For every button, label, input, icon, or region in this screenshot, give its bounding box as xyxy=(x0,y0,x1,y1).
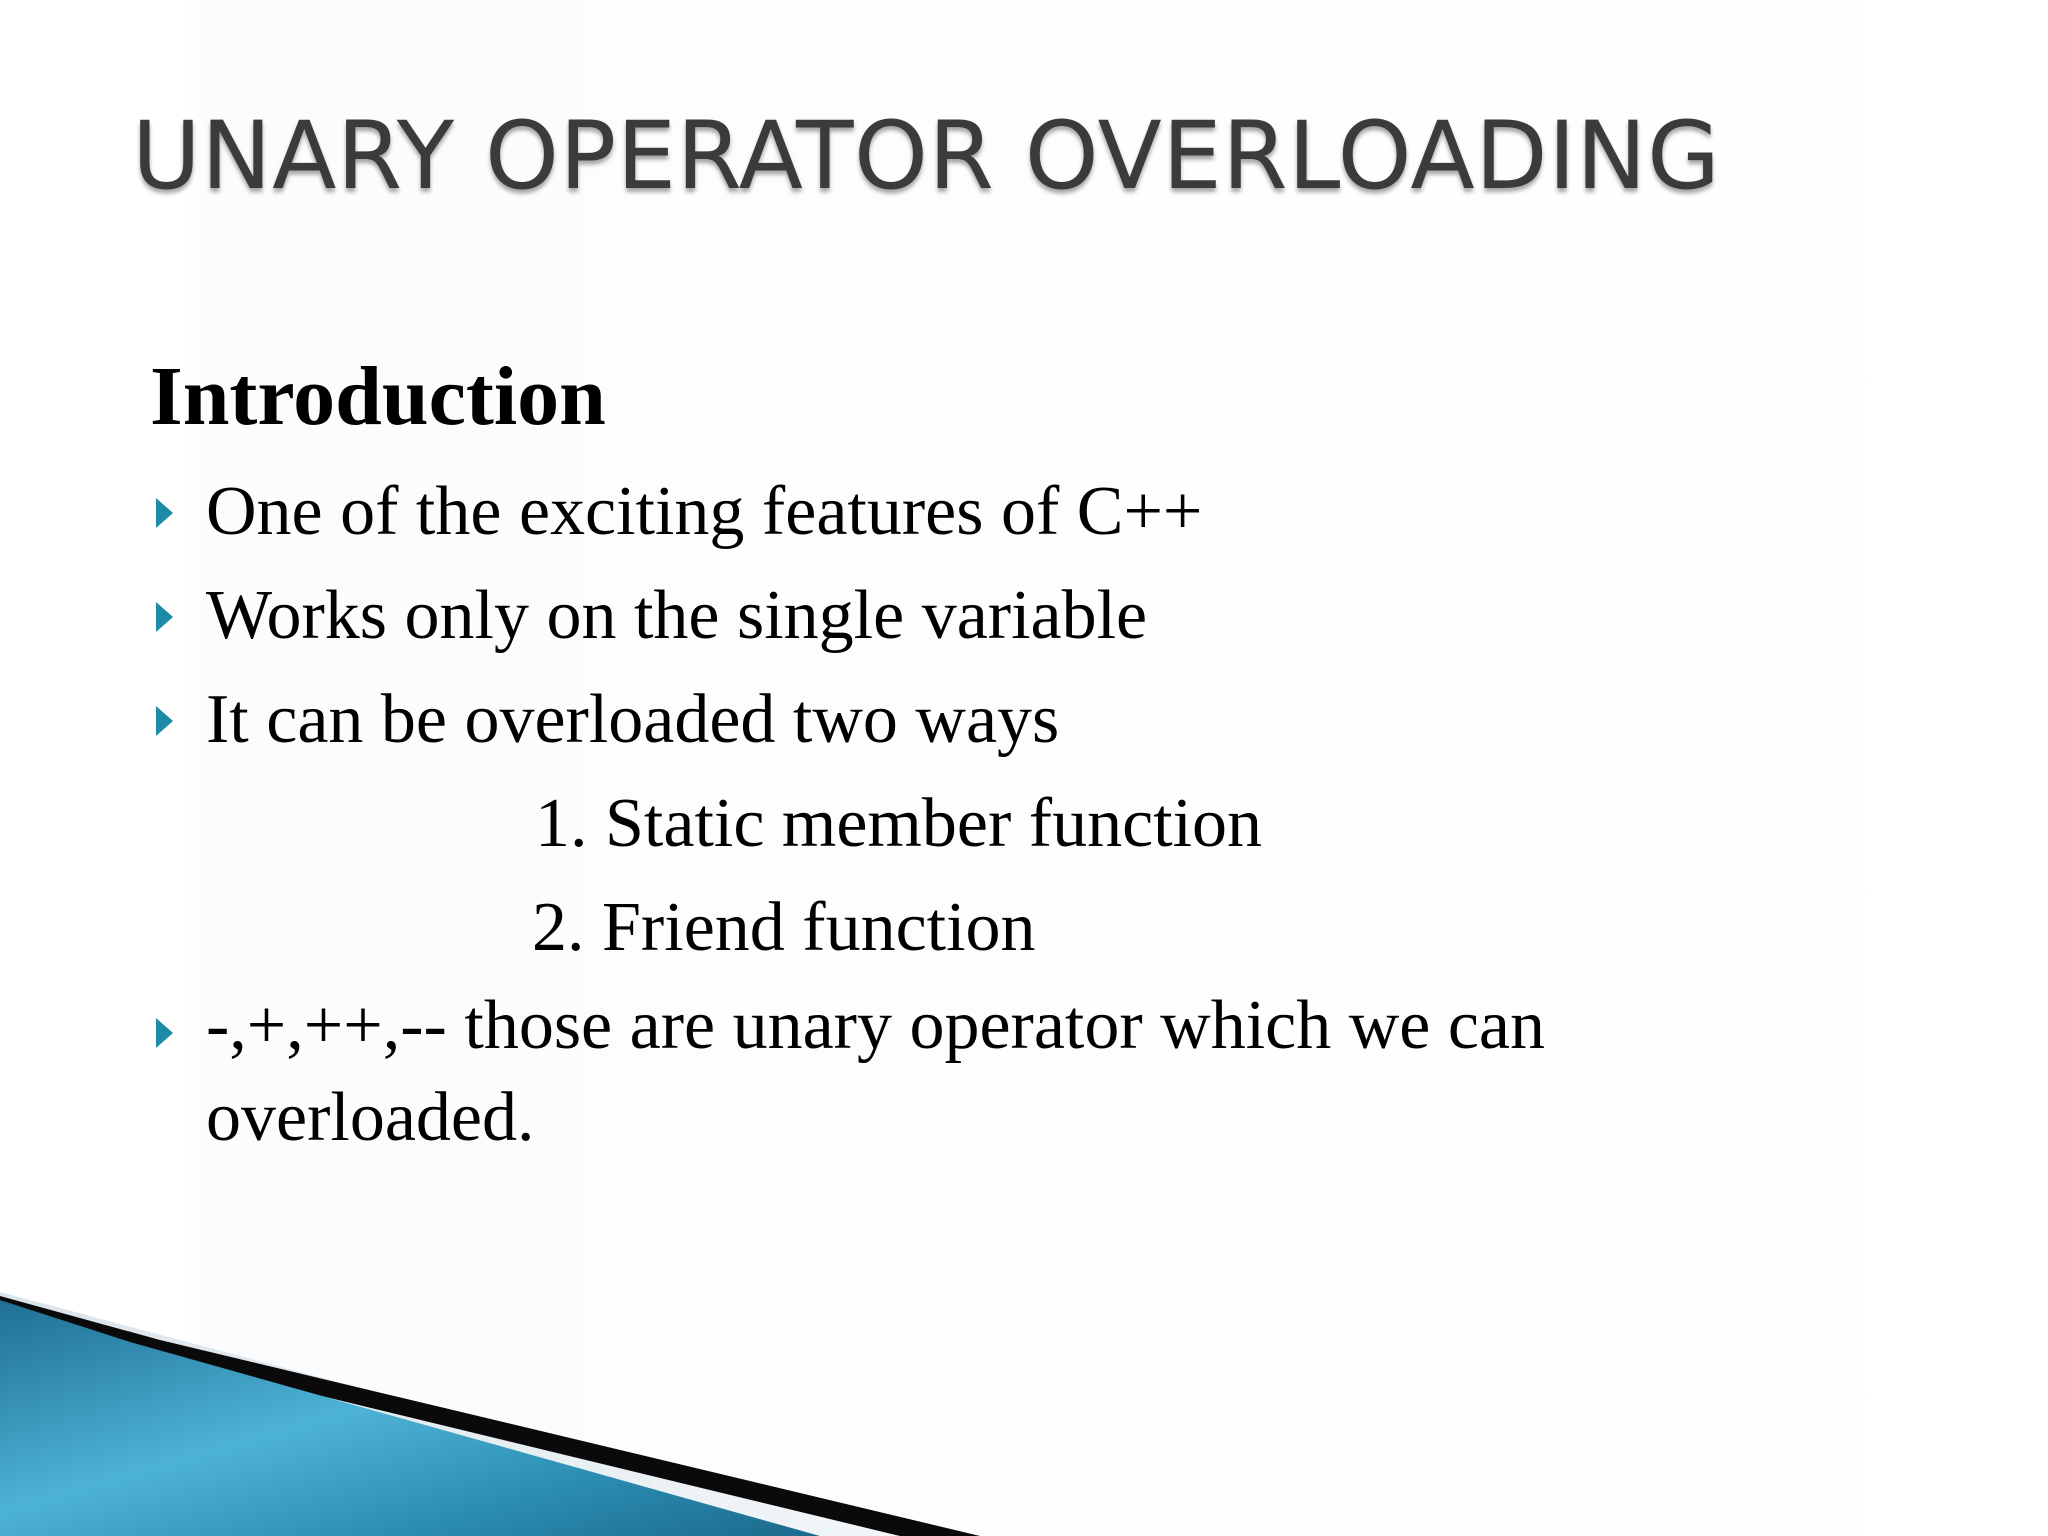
bullet-text: One of the exciting features of C++ xyxy=(206,473,1203,550)
sub-item: 2. Friend function xyxy=(532,889,1036,966)
bullet-text: -,+,++,-- those are unary operator which we can overloaded. xyxy=(206,987,1545,1156)
slide-title: UNARY OPERATOR OVERLOADING xyxy=(132,102,1721,211)
bullet-text: It can be overloaded two ways xyxy=(206,681,1060,758)
sub-item: 1. Static member function xyxy=(535,785,1263,862)
bullet-text: Works only on the single variable xyxy=(206,577,1148,654)
section-heading: Introduction xyxy=(150,350,606,443)
